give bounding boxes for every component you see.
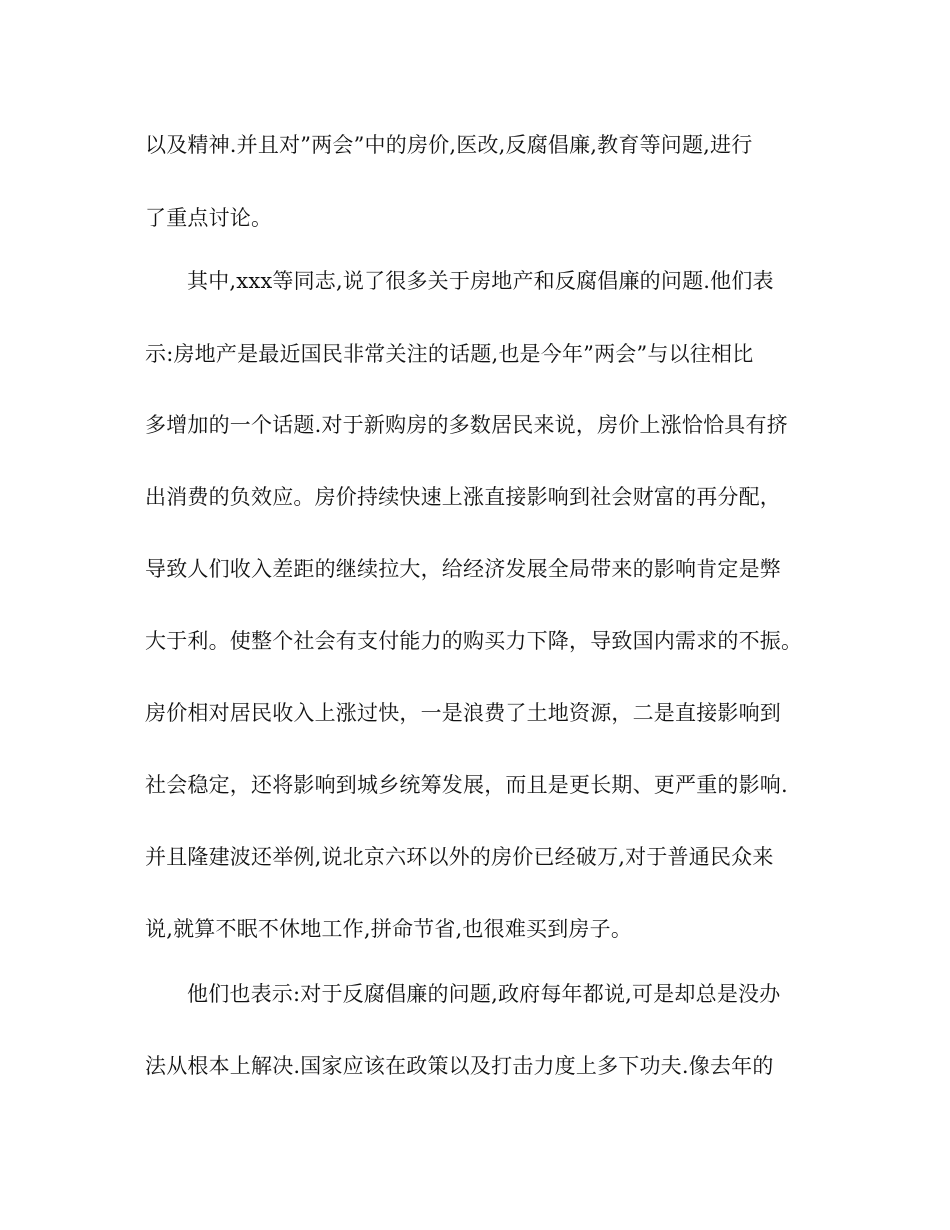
paragraph-first-line: 其中,xxx等同志,说了很多关于房地产和反腐倡廉的问题.他们表: [187, 269, 774, 293]
text-line: 说,就算不眠不休地工作,拼命节省,也很难买到房子。: [145, 917, 633, 941]
text-line: 了重点讨论。: [145, 206, 273, 230]
text-line: 社会稳定，还将影响到城乡统筹发展，而且是更长期、更严重的影响.: [145, 773, 788, 797]
text-line: 并且隆建波还举例,说北京六环以外的房价已经破万,对于普通民众来: [145, 845, 774, 869]
paragraph-first-line: 他们也表示:对于反腐倡廉的问题,政府每年都说,可是却总是没办: [187, 982, 781, 1006]
text-line: 导致人们收入差距的继续拉大，给经济发展全局带来的影响肯定是弊: [145, 557, 781, 581]
text-line: 多增加的一个话题.对于新购房的多数居民来说，房价上涨恰恰具有挤: [145, 413, 788, 437]
text-line: 房价相对居民收入上涨过快，一是浪费了土地资源，二是直接影响到: [145, 701, 781, 725]
text-line: 示:房地产是最近国民非常关注的话题,也是今年”两会”与以往相比: [145, 342, 754, 366]
text-line: 出消费的负效应。房价持续快速上涨直接影响到社会财富的再分配，: [145, 485, 781, 509]
text-line: 法从根本上解决.国家应该在政策以及打击力度上多下功夫.像去年的: [145, 1054, 774, 1078]
text-line: 大于利。使整个社会有支付能力的购买力下降，导致国内需求的不振。: [145, 629, 803, 653]
text-line: 以及精神.并且对”两会”中的房价,医改,反腐倡廉,教育等问题,进行: [145, 133, 753, 157]
